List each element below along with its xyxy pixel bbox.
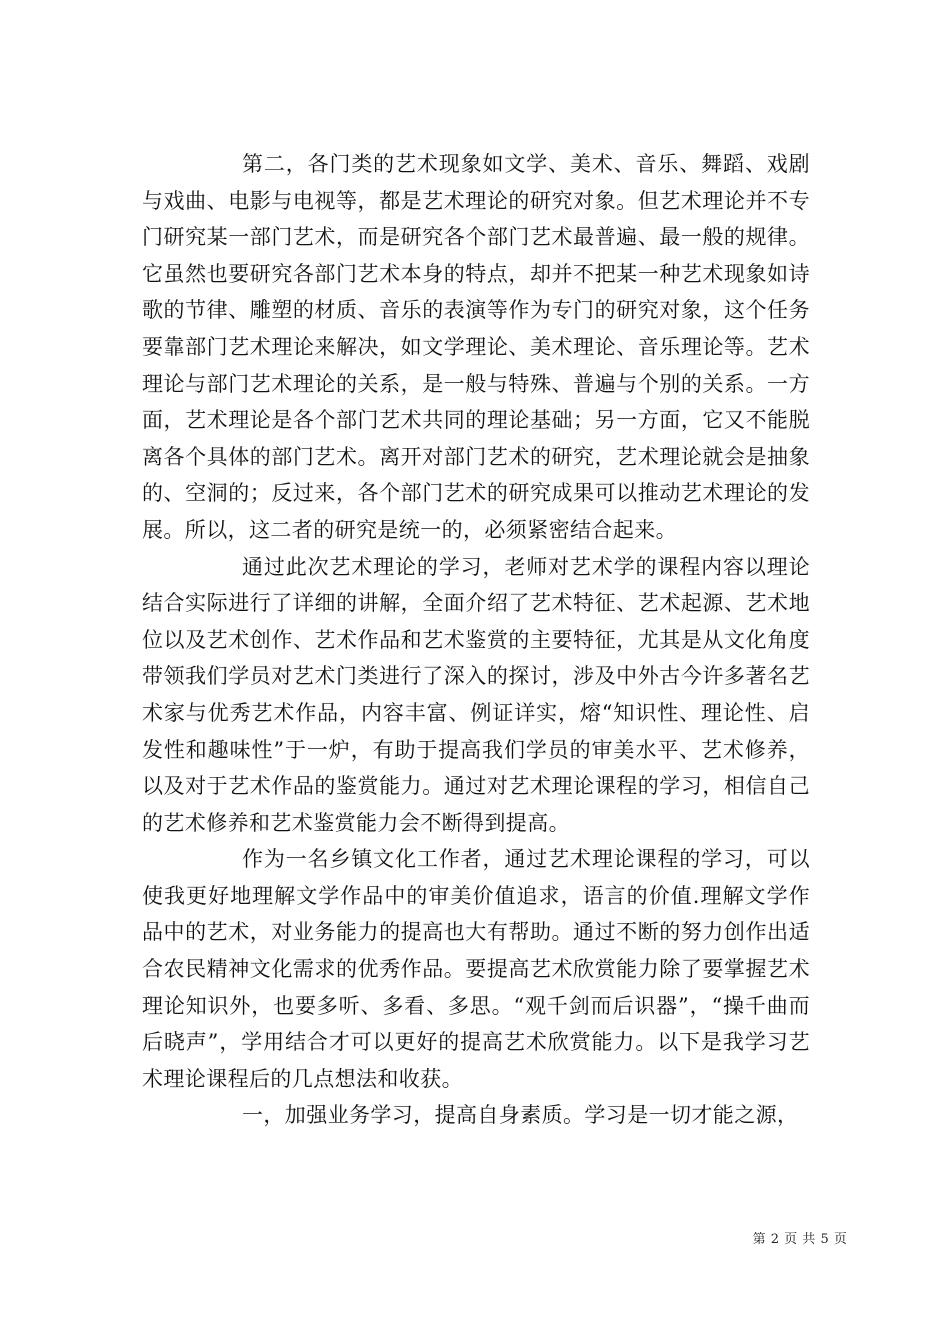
paragraph-3: 作为一名乡镇文化工作者，通过艺术理论课程的学习，可以使我更好地理解文学作品中的审美价值追求，语言的价值.理解文学作品中的艺术，对业务能力的提高也大有帮助。通过不断的努力创作出适合农民精神文化需求的优秀作品。要提高艺术欣赏能力除了要掌握艺术理论知识外，也要多听、多看、多思。“观千剑而后识器”，“操千曲而后晓声”，学用结合才可以更好的提高艺术欣赏能力。以下是我学习艺术理论课程后的几点想法和收获。: [142, 847, 810, 1091]
document-body: [142, 146, 810, 1134]
page-footer: [0, 1228, 950, 1247]
paragraph-2: 通过此次艺术理论的学习，老师对艺术学的课程内容以理论结合实际进行了详细的讲解，全面介绍了艺术特征、艺术起源、艺术地位以及艺术创作、艺术作品和艺术鉴赏的主要特征，尤其是从文化角度带领我们学员对艺术门类进行了深入的探讨，涉及中外古今许多著名艺术家与优秀艺术作品，内容丰富、例证详实，熔“知识性、理论性、启发性和趣味性”于一炉，有助于提高我们学员的审美水平、艺术修养，以及对于艺术作品的鉴赏能力。通过对艺术理论课程的学习，相信自己的艺术修养和艺术鉴赏能力会不断得到提高。: [142, 554, 810, 835]
paragraph-1: 第二，各门类的艺术现象如文学、美术、音乐、舞蹈、戏剧与戏曲、电影与电视等，都是艺术理论的研究对象。但艺术理论并不专门研究某一部门艺术，而是研究各个部门艺术最普遍、最一般的规律。它虽然也要研究各部门艺术本身的特点，却并不把某一种艺术现象如诗歌的节律、雕塑的材质、音乐的表演等作为专门的研究对象，这个任务要靠部门艺术理论来解决，如文学理论、美术理论、音乐理论等。艺术理论与部门艺术理论的关系，是一般与特殊、普遍与个别的关系。一方面，艺术理论是各个部门艺术共同的理论基础；另一方面，它又不能脱离各个具体的部门艺术。离开对部门艺术的研究，艺术理论就会是抽象的、空洞的；反过来，各个部门艺术的研究成果可以推动艺术理论的发展。所以，这二者的研究是统一的，必须紧密结合起来。: [142, 152, 810, 542]
paragraph-4: 一，加强业务学习，提高自身素质。学习是一切才能之源，: [242, 1103, 799, 1128]
page-number-label: 第 2 页 共 5 页: [752, 1232, 848, 1247]
